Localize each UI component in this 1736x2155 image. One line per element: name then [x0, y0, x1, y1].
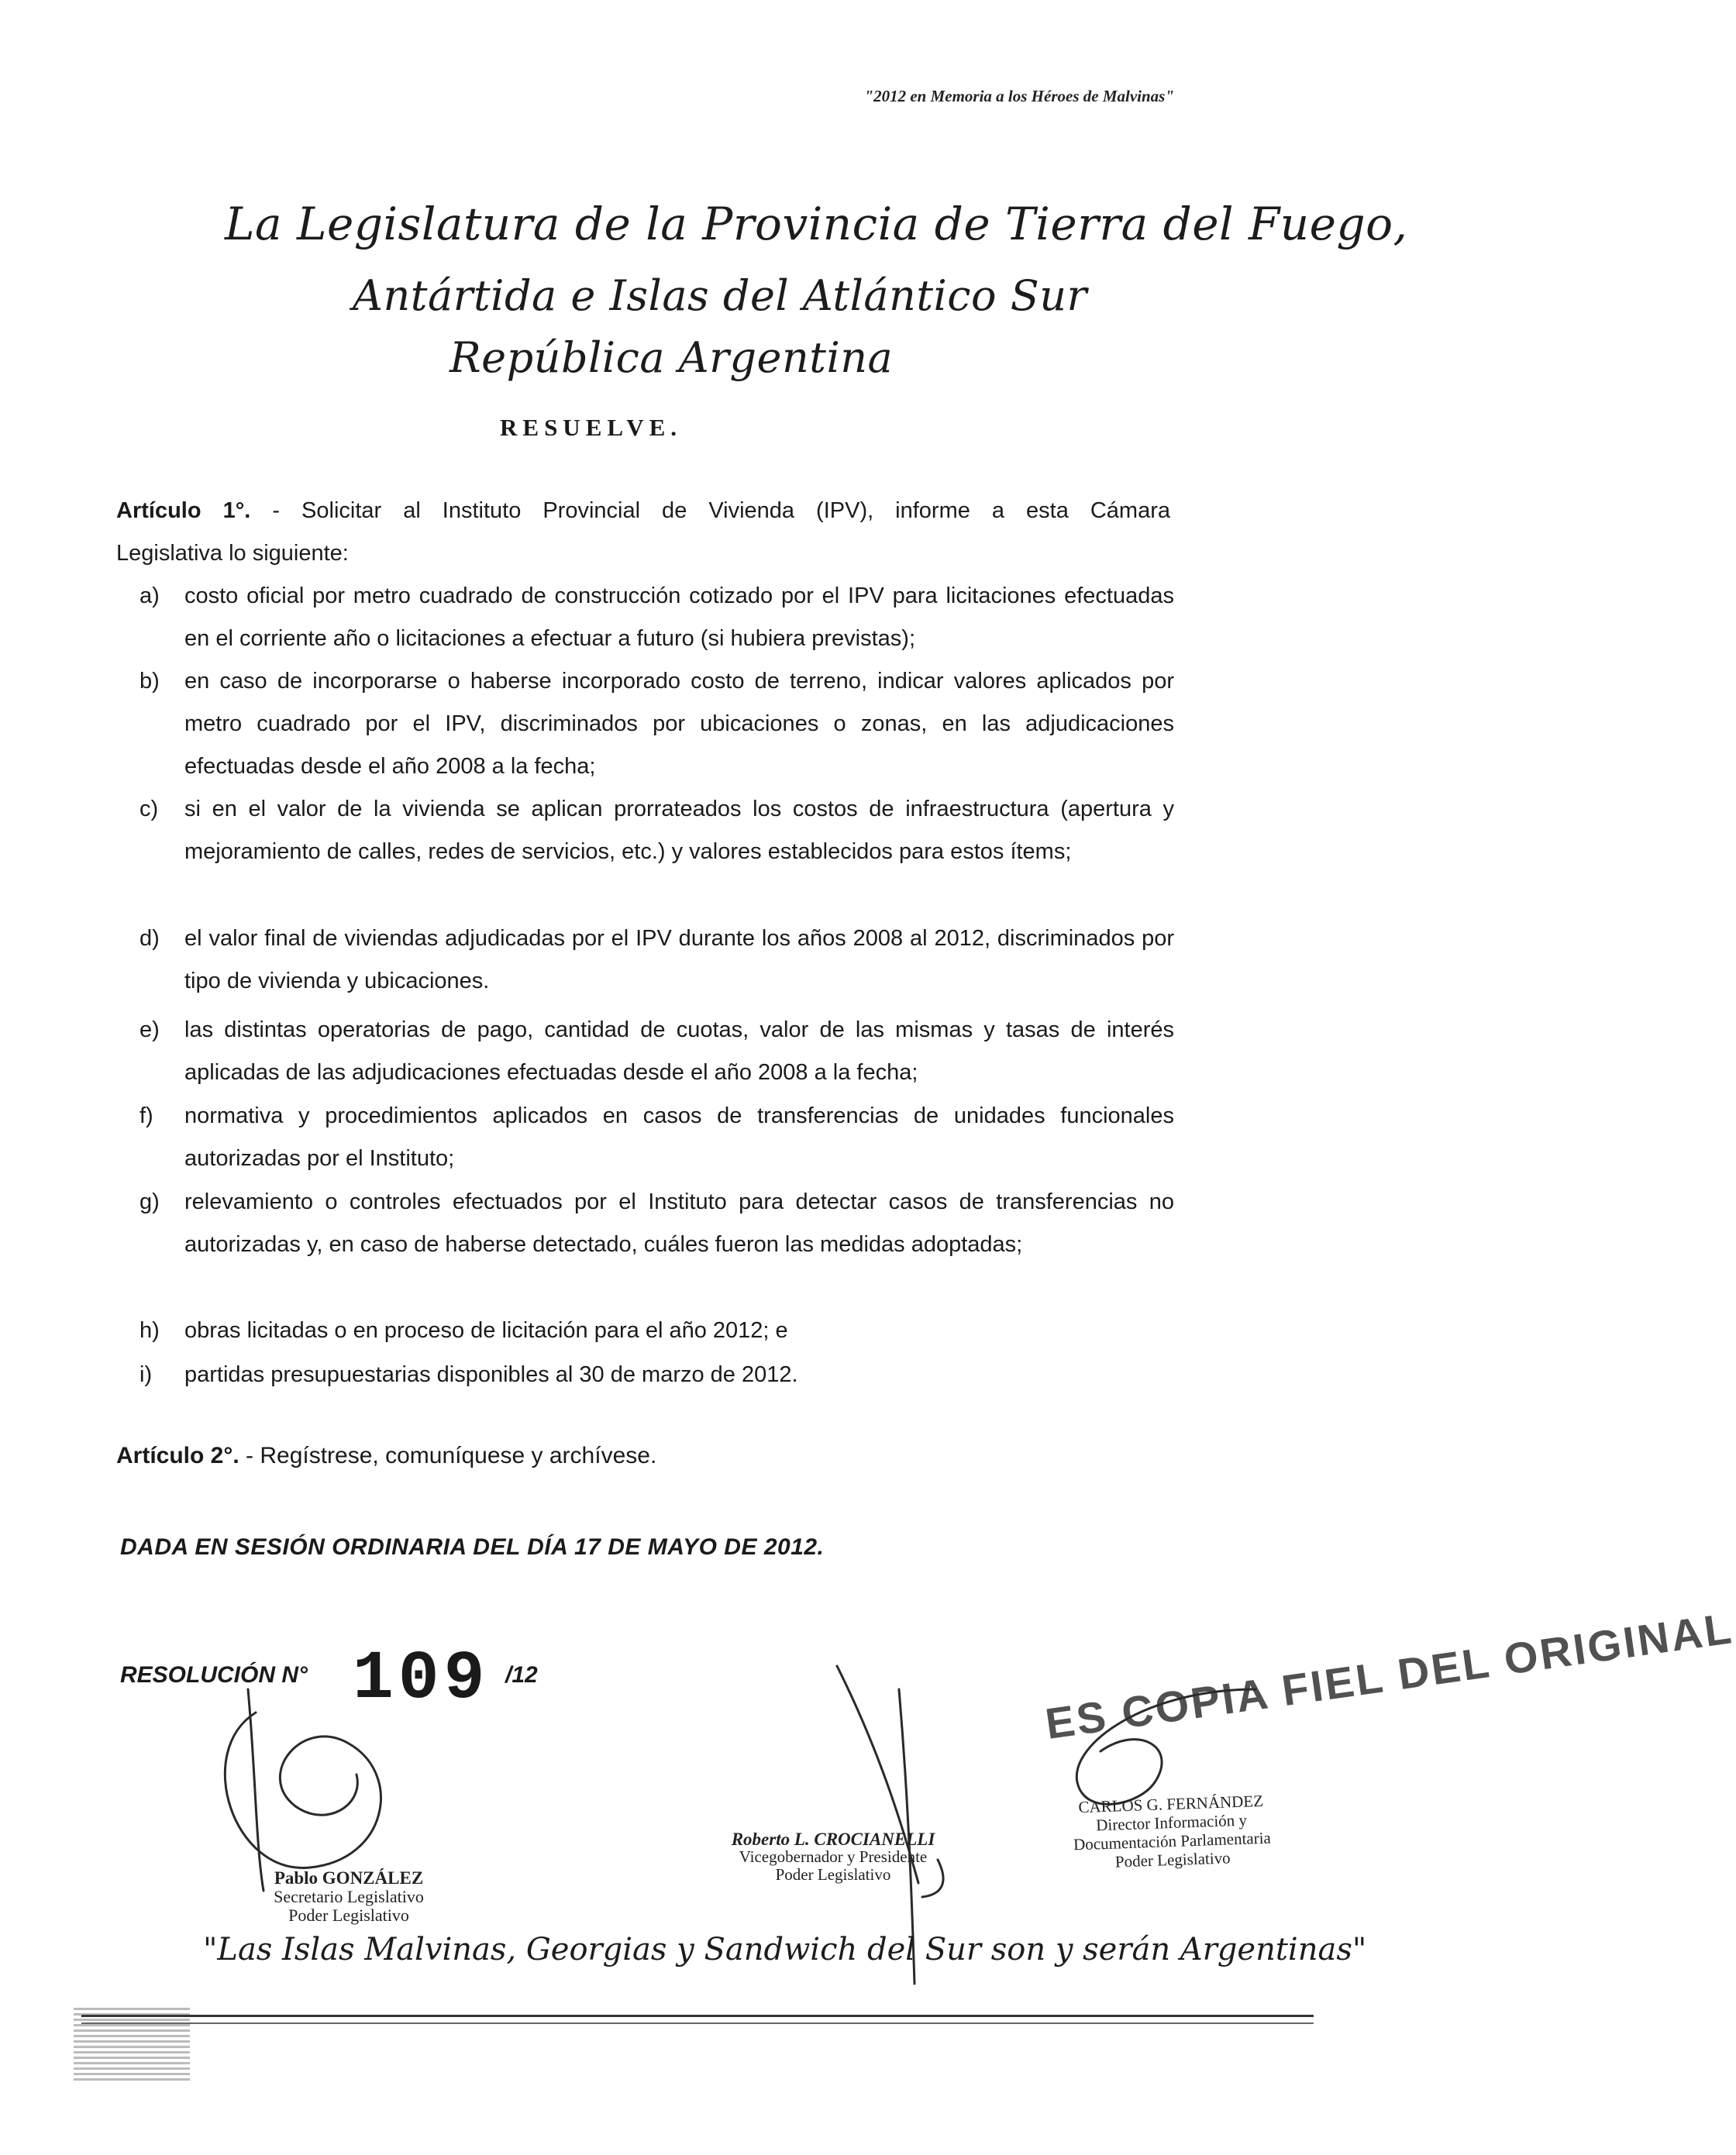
resolution-label: RESOLUCIÓN N°	[120, 1662, 308, 1688]
item-letter: f)	[140, 1103, 153, 1128]
item-letter: b)	[140, 669, 160, 694]
legislature-title-line1: La Legislatura de la Provincia de Tierra del Fuego,	[225, 198, 1408, 250]
article1-intro-line2: Legislativa lo siguiente:	[116, 541, 349, 566]
signature-org: Poder Legislativo	[288, 1905, 409, 1925]
signature-secretary	[232, 1869, 465, 1925]
signature-loop-right	[1076, 1689, 1256, 1804]
item-letter: d)	[140, 926, 160, 951]
resolution-year: /12	[505, 1662, 538, 1688]
item-text: costo oficial por metro cuadrado de construcción cotizado por el IPV para licitaciones efectuadas en el corriente año o licitaciones a efectuar a futuro (si hubiera previstas);	[184, 584, 1174, 651]
signature-org: Poder Legislativo	[775, 1865, 891, 1884]
session-line: DADA EN SESIÓN ORDINARIA DEL DÍA 17 DE MAYO DE 2012.	[120, 1534, 825, 1560]
resuelve-heading: RESUELVE.	[500, 414, 683, 441]
item-text: las distintas operatorias de pago, cantidad de cuotas, valor de las mismas y tasas de interés aplicadas de las adjudicaciones efectuadas desde el año 2008 a la fecha;	[184, 1017, 1174, 1085]
item-text: en caso de incorporarse o haberse incorporado costo de terreno, indicar valores aplicados por metro cuadrado por el IPV, discriminados por ubicaciones o zonas, en las adjudicaciones efectuadas desde el año 2008 a la fecha;	[184, 669, 1174, 779]
article1-label: Artículo 1°.	[116, 498, 251, 523]
footer-motto: "Las Islas Malvinas, Georgias y Sandwich del Sur son y serán Argentinas"	[203, 1932, 1367, 1967]
item-letter: e)	[140, 1017, 160, 1042]
signature-role: Vicegobernador y Presidente	[739, 1847, 928, 1866]
item-text: partidas presupuestarias disponibles al 30 de marzo de 2012.	[184, 1362, 798, 1387]
item-text: normativa y procedimientos aplicados en casos de transferencias de unidades funcionales autorizadas por el Instituto;	[184, 1103, 1174, 1171]
legislature-title-line2: Antártida e Islas del Atlántico Sur	[353, 271, 1087, 320]
signature-org: Poder Legislativo	[1114, 1848, 1231, 1871]
signature-role: Secretario Legislativo	[274, 1887, 424, 1906]
footer-rule-secondary	[81, 2022, 1314, 2024]
item-letter: i)	[140, 1362, 153, 1387]
certified-copy-stamp: ES COPIA FIEL DEL ORIGINAL	[1042, 1603, 1736, 1748]
signature-director	[1054, 1791, 1289, 1873]
signature-tail-left	[248, 1689, 264, 1891]
item-letter: a)	[140, 584, 160, 608]
signature-name: Pablo GONZÁLEZ	[274, 1868, 424, 1888]
signature-name: CARLOS G. FERNÁNDEZ	[1078, 1791, 1264, 1817]
item-text: el valor final de viviendas adjudicadas por el IPV durante los años 2008 al 2012, discriminados por tipo de vivienda y ubicaciones.	[184, 926, 1174, 993]
item-text: relevamiento o controles efectuados por el Instituto para detectar casos de transferencias no autorizadas y, en caso de haberse detectado, cuáles fueron las medidas adoptadas;	[184, 1189, 1174, 1257]
item-letter: g)	[140, 1189, 160, 1214]
item-text: si en el valor de la vivienda se aplican prorrateados los costos de infraestructura (apertura y mejoramiento de calles, redes de servicios, etc.) y valores establecidos para estos ítems;	[184, 797, 1174, 864]
article1-intro-text: - Solicitar al Instituto Provincial de Vivienda (IPV), informe a esta Cámara	[272, 498, 1170, 523]
item-letter: h)	[140, 1318, 160, 1343]
scan-smudge	[74, 2007, 190, 2081]
header-motto: "2012 en Memoria a los Héroes de Malvinas"	[864, 87, 1174, 105]
signature-role: Director Información y	[1095, 1810, 1248, 1835]
signature-vicegovernor	[705, 1830, 961, 1884]
footer-rule	[81, 2015, 1314, 2017]
signature-role-2: Documentación Parlamentaria	[1073, 1828, 1272, 1854]
article2-text: - Regístrese, comuníquese y archívese.	[246, 1443, 657, 1468]
item-text: obras licitadas o en proceso de licitación para el año 2012; e	[184, 1318, 788, 1343]
item-letter: c)	[140, 797, 159, 821]
resolution-number: 109	[353, 1641, 490, 1718]
article2-label: Artículo 2°.	[116, 1443, 239, 1468]
signature-loop-left	[225, 1713, 381, 1868]
legislature-title-line3: República Argentina	[450, 333, 894, 382]
signature-name: Roberto L. CROCIANELLI	[731, 1830, 935, 1849]
